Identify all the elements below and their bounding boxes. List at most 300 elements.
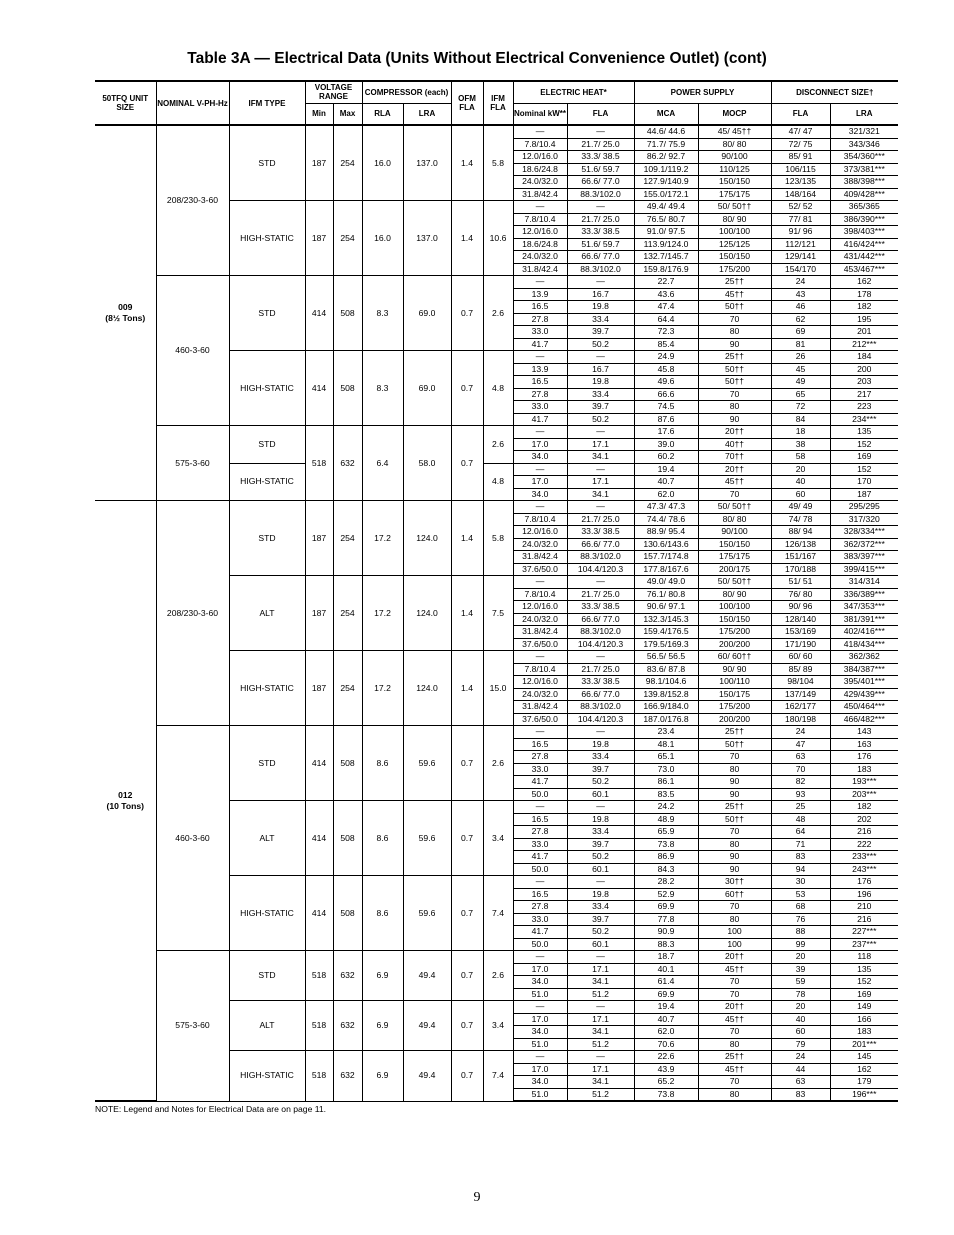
header-disconnect-size: DISCONNECT SIZE† [771,81,898,103]
mocp-cell: 20†† [698,426,771,439]
compressor-rla-cell: 17.2 [362,501,403,576]
heat-fla-cell: 50.2 [567,413,634,426]
voltage-min-cell: 518 [305,1051,333,1102]
heat-fla-cell: 33.3/ 38.5 [567,526,634,539]
disconnect-lra-cell: 416/424*** [830,238,898,251]
voltage-min-cell: 518 [305,951,333,1001]
disconnect-fla-cell: 38 [771,438,830,451]
mca-cell: 56.5/ 56.5 [634,651,698,664]
header-mocp: MOCP [698,103,771,125]
disconnect-fla-cell: 85/ 91 [771,151,830,164]
heat-fla-cell: 34.1 [567,976,634,989]
mca-cell: 155.0/172.1 [634,188,698,201]
heat-fla-cell: — [567,463,634,476]
ofm-fla-cell: 0.7 [451,1001,483,1051]
heat-kw-cell: 50.0 [513,938,567,951]
ofm-fla-cell: 1.4 [451,201,483,276]
compressor-lra-cell: 137.0 [403,201,451,276]
heat-kw-cell: 24.0/32.0 [513,538,567,551]
mca-cell: 73.8 [634,1088,698,1101]
heat-kw-cell: — [513,876,567,889]
disconnect-fla-cell: 30 [771,876,830,889]
heat-kw-cell: 7.8/10.4 [513,588,567,601]
mca-cell: 19.4 [634,463,698,476]
mca-cell: 40.1 [634,963,698,976]
heat-kw-cell: 34.0 [513,1026,567,1039]
disconnect-fla-cell: 154/170 [771,263,830,276]
mca-cell: 60.2 [634,451,698,464]
ifm-type-cell: HIGH-STATIC [229,351,305,426]
ofm-fla-cell: 0.7 [451,726,483,801]
mocp-cell: 60†† [698,888,771,901]
heat-kw-cell: 24.0/32.0 [513,251,567,264]
disconnect-lra-cell: 178 [830,288,898,301]
disconnect-lra-cell: 170 [830,476,898,489]
disconnect-lra-cell: 383/397*** [830,551,898,564]
heat-kw-cell: 17.0 [513,476,567,489]
mca-cell: 44.6/ 44.6 [634,125,698,138]
disconnect-fla-cell: 71 [771,838,830,851]
heat-fla-cell: 17.1 [567,1063,634,1076]
mocp-cell: 40†† [698,438,771,451]
mca-cell: 83.6/ 87.8 [634,663,698,676]
disconnect-lra-cell: 217 [830,388,898,401]
disconnect-lra-cell: 162 [830,1063,898,1076]
heat-fla-cell: 39.7 [567,763,634,776]
disconnect-fla-cell: 48 [771,813,830,826]
mocp-cell: 70 [698,313,771,326]
unit-size-cell [95,501,156,1102]
mocp-cell: 175/200 [698,626,771,639]
mocp-cell: 200/200 [698,713,771,726]
voltage-max-cell: 254 [333,501,362,576]
heat-fla-cell: 88.3/102.0 [567,263,634,276]
mca-cell: 49.4/ 49.4 [634,201,698,214]
header-compressor: COMPRESSOR (each) [362,81,451,103]
disconnect-fla-cell: 180/198 [771,713,830,726]
compressor-rla-cell: 17.2 [362,576,403,651]
mocp-cell: 25†† [698,1051,771,1064]
disconnect-fla-cell: 58 [771,451,830,464]
mocp-cell: 80 [698,326,771,339]
heat-fla-cell: 51.2 [567,1038,634,1051]
nominal-voltage-cell: 575-3-60 [156,426,229,501]
mocp-cell: 70 [698,751,771,764]
mocp-cell: 70 [698,488,771,501]
heat-kw-cell: — [513,125,567,138]
nominal-voltage-cell: 460-3-60 [156,726,229,951]
heat-kw-cell: 34.0 [513,976,567,989]
disconnect-lra-cell: 354/360*** [830,151,898,164]
compressor-rla-cell: 8.3 [362,276,403,351]
mca-cell: 157.7/174.8 [634,551,698,564]
disconnect-fla-cell: 59 [771,976,830,989]
disconnect-lra-cell: 222 [830,838,898,851]
mocp-cell: 25†† [698,276,771,289]
mca-cell: 87.6 [634,413,698,426]
ifm-type-cell: STD [229,426,305,464]
unit-tons-label: (8½ Tons) [105,313,146,323]
voltage-max-cell: 508 [333,351,362,426]
disconnect-fla-cell: 62 [771,313,830,326]
mca-cell: 132.3/145.3 [634,613,698,626]
mocp-cell: 90 [698,863,771,876]
mocp-cell: 70 [698,976,771,989]
disconnect-lra-cell: 362/362 [830,651,898,664]
heat-fla-cell: 88.3/102.0 [567,188,634,201]
heat-fla-cell: — [567,276,634,289]
heat-kw-cell: 7.8/10.4 [513,138,567,151]
heat-fla-cell: 51.2 [567,988,634,1001]
ifm-fla-cell: 3.4 [483,801,513,876]
table-row [95,501,898,514]
mocp-cell: 80/ 80 [698,138,771,151]
heat-fla-cell: 39.7 [567,401,634,414]
heat-kw-cell: 34.0 [513,488,567,501]
disconnect-fla-cell: 72/ 75 [771,138,830,151]
disconnect-fla-cell: 128/140 [771,613,830,626]
table-row [95,951,898,964]
disconnect-fla-cell: 123/135 [771,176,830,189]
compressor-lra-cell: 137.0 [403,125,451,201]
voltage-min-cell: 187 [305,576,333,651]
heat-kw-cell: 24.0/32.0 [513,176,567,189]
ifm-type-cell: HIGH-STATIC [229,201,305,276]
heat-fla-cell: 39.7 [567,838,634,851]
compressor-lra-cell: 59.6 [403,726,451,801]
disconnect-lra-cell: 193*** [830,776,898,789]
mca-cell: 88.9/ 95.4 [634,526,698,539]
heat-fla-cell: — [567,201,634,214]
header-unit-size: 50TFQ UNIT SIZE [95,81,156,125]
heat-fla-cell: 51.6/ 59.7 [567,163,634,176]
compressor-lra-cell: 124.0 [403,501,451,576]
heat-kw-cell: 12.0/16.0 [513,601,567,614]
heat-fla-cell: 21.7/ 25.0 [567,588,634,601]
mca-cell: 90.6/ 97.1 [634,601,698,614]
heat-kw-cell: 33.0 [513,763,567,776]
disconnect-fla-cell: 126/138 [771,538,830,551]
disconnect-fla-cell: 79 [771,1038,830,1051]
mca-cell: 69.9 [634,901,698,914]
ifm-fla-cell: 7.5 [483,576,513,651]
heat-kw-cell: 31.8/42.4 [513,188,567,201]
unit-tons-label: (10 Tons) [106,800,145,811]
compressor-lra-cell: 59.6 [403,801,451,876]
voltage-min-cell: 187 [305,201,333,276]
heat-kw-cell: 50.0 [513,863,567,876]
disconnect-lra-cell: 373/381*** [830,163,898,176]
disconnect-lra-cell: 195 [830,313,898,326]
mocp-cell: 45†† [698,476,771,489]
heat-fla-cell: 60.1 [567,788,634,801]
disconnect-fla-cell: 51/ 51 [771,576,830,589]
disconnect-fla-cell: 49 [771,376,830,389]
heat-kw-cell: — [513,726,567,739]
ifm-type-cell: STD [229,276,305,351]
mocp-cell: 60/ 60†† [698,651,771,664]
heat-kw-cell: 17.0 [513,438,567,451]
mocp-cell: 45†† [698,288,771,301]
mocp-cell: 70 [698,1026,771,1039]
disconnect-fla-cell: 53 [771,888,830,901]
disconnect-fla-cell: 91/ 96 [771,226,830,239]
voltage-min-cell: 414 [305,351,333,426]
mocp-cell: 50†† [698,301,771,314]
ifm-type-cell: STD [229,501,305,576]
voltage-min-cell: 187 [305,651,333,726]
disconnect-lra-cell: 365/365 [830,201,898,214]
heat-fla-cell: — [567,951,634,964]
mca-cell: 74.5 [634,401,698,414]
mocp-cell: 90 [698,413,771,426]
heat-fla-cell: 33.4 [567,313,634,326]
disconnect-lra-cell: 386/390*** [830,213,898,226]
ifm-type-cell: STD [229,125,305,201]
heat-fla-cell: 19.8 [567,813,634,826]
mocp-cell: 90 [698,338,771,351]
disconnect-lra-cell: 227*** [830,926,898,939]
mca-cell: 159.4/176.5 [634,626,698,639]
mocp-cell: 70 [698,826,771,839]
heat-kw-cell: 16.5 [513,738,567,751]
mca-cell: 45.8 [634,363,698,376]
mca-cell: 24.2 [634,801,698,814]
compressor-rla-cell: 8.6 [362,876,403,951]
disconnect-fla-cell: 137/149 [771,688,830,701]
disconnect-lra-cell: 210 [830,901,898,914]
electrical-data-table [95,80,898,1102]
heat-kw-cell: 51.0 [513,988,567,1001]
mca-cell: 24.9 [634,351,698,364]
heat-kw-cell: — [513,463,567,476]
disconnect-fla-cell: 24 [771,726,830,739]
heat-kw-cell: 16.5 [513,301,567,314]
disconnect-lra-cell: 343/346 [830,138,898,151]
ifm-type-cell: HIGH-STATIC [229,651,305,726]
disconnect-lra-cell: 203 [830,376,898,389]
mocp-cell: 30†† [698,876,771,889]
ifm-type-cell: HIGH-STATIC [229,463,305,501]
disconnect-fla-cell: 88/ 94 [771,526,830,539]
mocp-cell: 70 [698,388,771,401]
disconnect-fla-cell: 20 [771,463,830,476]
heat-kw-cell: — [513,651,567,664]
disconnect-lra-cell: 196 [830,888,898,901]
heat-kw-cell: — [513,801,567,814]
heat-kw-cell: 31.8/42.4 [513,701,567,714]
heat-kw-cell: 27.8 [513,826,567,839]
disconnect-lra-cell: 429/439*** [830,688,898,701]
disconnect-lra-cell: 163 [830,738,898,751]
heat-fla-cell: 66.6/ 77.0 [567,613,634,626]
mocp-cell: 175/200 [698,263,771,276]
heat-kw-cell: 12.0/16.0 [513,226,567,239]
disconnect-fla-cell: 85/ 89 [771,663,830,676]
heat-fla-cell: 33.3/ 38.5 [567,601,634,614]
heat-fla-cell: 88.3/102.0 [567,701,634,714]
compressor-lra-cell: 49.4 [403,951,451,1001]
heat-fla-cell: — [567,801,634,814]
disconnect-lra-cell: 237*** [830,938,898,951]
mca-cell: 47.4 [634,301,698,314]
heat-fla-cell: 33.3/ 38.5 [567,151,634,164]
disconnect-lra-cell: 152 [830,438,898,451]
mca-cell: 52.9 [634,888,698,901]
disconnect-fla-cell: 83 [771,851,830,864]
voltage-max-cell: 632 [333,1051,362,1102]
unit-size-label: 012 [118,789,133,800]
heat-kw-cell: 51.0 [513,1088,567,1101]
ifm-fla-cell: 10.6 [483,201,513,276]
mocp-cell: 90/100 [698,526,771,539]
disconnect-fla-cell: 76/ 80 [771,588,830,601]
mocp-cell: 80 [698,1038,771,1051]
mocp-cell: 175/175 [698,188,771,201]
mocp-cell: 90/ 90 [698,663,771,676]
heat-kw-cell: 7.8/10.4 [513,663,567,676]
mca-cell: 71.7/ 75.9 [634,138,698,151]
heat-fla-cell: 34.1 [567,1026,634,1039]
heat-fla-cell: 17.1 [567,963,634,976]
disconnect-fla-cell: 129/141 [771,251,830,264]
heat-kw-cell: 41.7 [513,413,567,426]
heat-kw-cell: — [513,576,567,589]
voltage-max-cell: 632 [333,1001,362,1051]
header-ifm-fla: IFM FLA [483,81,513,125]
heat-kw-cell: — [513,426,567,439]
voltage-max-cell: 254 [333,576,362,651]
unit-size-cell [95,125,156,501]
mca-cell: 62.0 [634,1026,698,1039]
ifm-fla-cell: 5.8 [483,125,513,201]
ifm-fla-cell: 7.4 [483,1051,513,1102]
header-ofm-fla: OFM FLA [451,81,483,125]
heat-fla-cell: 33.3/ 38.5 [567,676,634,689]
heat-kw-cell: 16.5 [513,376,567,389]
ofm-fla-cell: 0.7 [451,876,483,951]
heat-kw-cell: 41.7 [513,926,567,939]
disconnect-lra-cell: 450/464*** [830,701,898,714]
disconnect-fla-cell: 170/188 [771,563,830,576]
mca-cell: 83.5 [634,788,698,801]
ifm-fla-cell: 5.8 [483,501,513,576]
mocp-cell: 45†† [698,1013,771,1026]
disconnect-fla-cell: 81 [771,338,830,351]
disconnect-lra-cell: 152 [830,976,898,989]
mocp-cell: 100 [698,938,771,951]
mca-cell: 69.9 [634,988,698,1001]
heat-fla-cell: 66.6/ 77.0 [567,688,634,701]
disconnect-lra-cell: 466/482*** [830,713,898,726]
heat-fla-cell: 34.1 [567,488,634,501]
disconnect-fla-cell: 45 [771,363,830,376]
heat-kw-cell: — [513,951,567,964]
heat-kw-cell: — [513,1051,567,1064]
header-max: Max [333,103,362,125]
table-body [95,125,898,1101]
disconnect-lra-cell: 402/416*** [830,626,898,639]
mocp-cell: 150/150 [698,176,771,189]
disconnect-lra-cell: 182 [830,301,898,314]
compressor-rla-cell: 6.4 [362,426,403,501]
disconnect-lra-cell: 176 [830,751,898,764]
mocp-cell: 100/110 [698,676,771,689]
disconnect-lra-cell: 243*** [830,863,898,876]
heat-fla-cell: — [567,125,634,138]
heat-fla-cell: 104.4/120.3 [567,638,634,651]
mocp-cell: 25†† [698,351,771,364]
heat-kw-cell: 33.0 [513,326,567,339]
compressor-rla-cell: 17.2 [362,651,403,726]
heat-fla-cell: 17.1 [567,1013,634,1026]
voltage-max-cell: 508 [333,726,362,801]
disconnect-lra-cell: 431/442*** [830,251,898,264]
disconnect-lra-cell: 398/403*** [830,226,898,239]
voltage-min-cell: 414 [305,276,333,351]
disconnect-fla-cell: 98/104 [771,676,830,689]
disconnect-lra-cell: 216 [830,826,898,839]
disconnect-lra-cell: 196*** [830,1088,898,1101]
ofm-fla-cell: 0.7 [451,801,483,876]
disconnect-lra-cell: 152 [830,463,898,476]
heat-kw-cell: — [513,201,567,214]
mocp-cell: 175/175 [698,551,771,564]
disconnect-lra-cell: 182 [830,801,898,814]
disconnect-fla-cell: 52/ 52 [771,201,830,214]
header-heat-fla: FLA [567,103,634,125]
disconnect-fla-cell: 70 [771,763,830,776]
disconnect-lra-cell: 381/391*** [830,613,898,626]
mocp-cell: 150/150 [698,613,771,626]
disconnect-lra-cell: 212*** [830,338,898,351]
disconnect-fla-cell: 24 [771,1051,830,1064]
disconnect-fla-cell: 94 [771,863,830,876]
mca-cell: 85.4 [634,338,698,351]
heat-kw-cell: 33.0 [513,913,567,926]
mca-cell: 43.6 [634,288,698,301]
mocp-cell: 25†† [698,801,771,814]
heat-fla-cell: 19.8 [567,738,634,751]
heat-fla-cell: 51.6/ 59.7 [567,238,634,251]
ifm-fla-cell: 15.0 [483,651,513,726]
disconnect-fla-cell: 68 [771,901,830,914]
heat-kw-cell: 17.0 [513,1063,567,1076]
mocp-cell: 150/175 [698,688,771,701]
mocp-cell: 90 [698,851,771,864]
ofm-fla-cell: 0.7 [451,426,483,501]
mocp-cell: 70 [698,901,771,914]
disconnect-fla-cell: 20 [771,1001,830,1014]
voltage-max-cell: 254 [333,201,362,276]
heat-fla-cell: 34.1 [567,451,634,464]
disconnect-lra-cell: 347/353*** [830,601,898,614]
mca-cell: 48.9 [634,813,698,826]
heat-fla-cell: 33.4 [567,901,634,914]
heat-fla-cell: 33.4 [567,751,634,764]
mca-cell: 49.6 [634,376,698,389]
heat-fla-cell: 60.1 [567,863,634,876]
nominal-voltage-cell: 460-3-60 [156,276,229,426]
mca-cell: 28.2 [634,876,698,889]
mca-cell: 86.1 [634,776,698,789]
disconnect-fla-cell: 60/ 60 [771,651,830,664]
mca-cell: 76.1/ 80.8 [634,588,698,601]
heat-kw-cell: 27.8 [513,901,567,914]
disconnect-lra-cell: 183 [830,763,898,776]
heat-fla-cell: 66.6/ 77.0 [567,538,634,551]
heat-kw-cell: — [513,276,567,289]
